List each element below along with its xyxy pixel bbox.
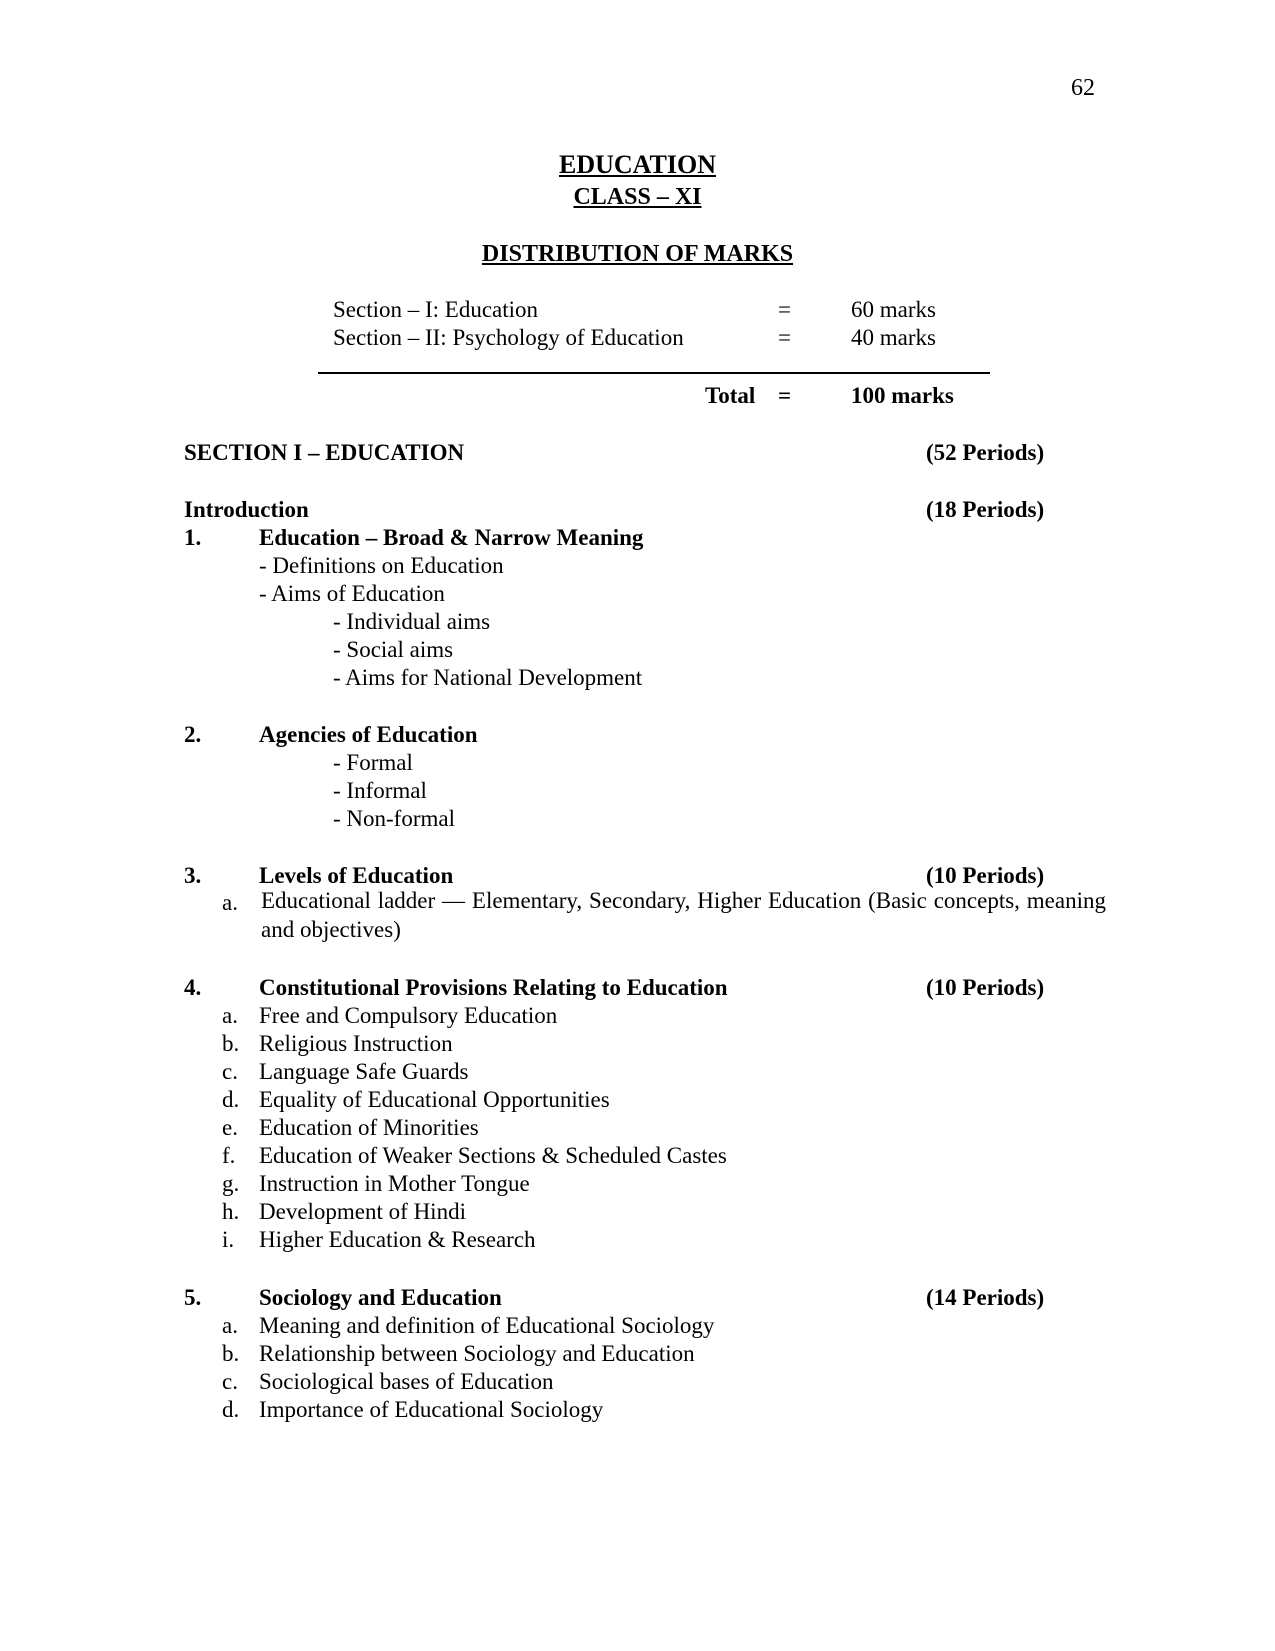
list-item: Meaning and definition of Educational Sociology	[259, 1313, 715, 1338]
topic-2-title: Agencies of Education	[259, 722, 478, 747]
distribution-section-1: Section – I: Education	[333, 297, 539, 322]
list-item: Relationship between Sociology and Education	[259, 1341, 695, 1366]
topic-1-number: 1.	[184, 525, 202, 550]
topic-5-periods: (14 Periods)	[926, 1285, 1045, 1310]
topic-4-number: 4.	[184, 975, 202, 1000]
topic-2-number: 2.	[184, 722, 202, 747]
topic-3-number: 3.	[184, 863, 202, 888]
intro-heading: Introduction	[184, 497, 309, 522]
list-letter: b.	[222, 1031, 240, 1056]
list-letter: a.	[222, 1313, 238, 1338]
list-item: Equality of Educational Opportunities	[259, 1087, 610, 1112]
list-letter: a.	[222, 890, 238, 915]
list-letter: e.	[222, 1115, 238, 1140]
list-item: - Aims of Education	[259, 581, 445, 606]
topic-5-title: Sociology and Education	[259, 1285, 502, 1310]
list-item: Religious Instruction	[259, 1031, 453, 1056]
list-item: Education of Minorities	[259, 1115, 479, 1140]
list-letter: c.	[222, 1059, 238, 1084]
topic-3-periods: (10 Periods)	[926, 863, 1045, 888]
topic-5-number: 5.	[184, 1285, 202, 1310]
list-letter: g.	[222, 1171, 240, 1196]
topic-3-title: Levels of Education	[259, 863, 454, 888]
list-letter: i.	[222, 1227, 235, 1252]
list-item: Sociological bases of Education	[259, 1369, 554, 1394]
list-letter: c.	[222, 1369, 238, 1394]
distribution-heading: DISTRIBUTION OF MARKS	[481, 241, 794, 267]
list-item: Language Safe Guards	[259, 1059, 469, 1084]
list-subitem: - Formal	[333, 750, 413, 775]
list-item: Development of Hindi	[259, 1199, 466, 1224]
section-periods: (52 Periods)	[926, 440, 1045, 465]
list-letter: h.	[222, 1199, 240, 1224]
list-item: Instruction in Mother Tongue	[259, 1171, 530, 1196]
list-letter: d.	[222, 1397, 240, 1422]
section-heading: SECTION I – EDUCATION	[184, 440, 465, 465]
list-letter: d.	[222, 1087, 240, 1112]
list-subitem: - Non-formal	[333, 806, 455, 831]
distribution-marks-1: 60 marks	[851, 297, 936, 322]
list-subitem: - Informal	[333, 778, 427, 803]
topic-4-periods: (10 Periods)	[926, 975, 1045, 1000]
list-item: Free and Compulsory Education	[259, 1003, 558, 1028]
list-subitem: - Social aims	[333, 637, 454, 662]
total-divider	[318, 372, 990, 374]
topic-4-title: Constitutional Provisions Relating to Education	[259, 975, 728, 1000]
page-title: EDUCATION	[559, 150, 716, 179]
total-marks: 100 marks	[851, 383, 954, 408]
page-number: 62	[1071, 75, 1095, 101]
list-item: Higher Education & Research	[259, 1227, 536, 1252]
list-item: - Definitions on Education	[259, 553, 504, 578]
list-letter: a.	[222, 1003, 238, 1028]
list-item: Education of Weaker Sections & Scheduled Castes	[259, 1143, 727, 1168]
distribution-section-2: Section – II: Psychology of Education	[333, 325, 684, 350]
list-subitem: - Aims for National Development	[333, 665, 643, 690]
list-item: Importance of Educational Sociology	[259, 1397, 604, 1422]
topic-1-title: Education – Broad & Narrow Meaning	[259, 525, 644, 550]
distribution-eq-2: =	[778, 325, 791, 350]
total-eq: =	[778, 383, 792, 408]
total-label: Total	[705, 383, 756, 408]
list-subitem: - Individual aims	[333, 609, 491, 634]
list-letter: f.	[222, 1143, 236, 1168]
intro-periods: (18 Periods)	[926, 497, 1045, 522]
topic-3-item-text: Educational ladder — Elementary, Secondary, Higher Education (Basic concepts, meaning and objectives)	[261, 888, 1106, 942]
page-subtitle: CLASS – XI	[573, 184, 702, 210]
distribution-marks-2: 40 marks	[851, 325, 936, 350]
list-letter: b.	[222, 1341, 240, 1366]
distribution-eq-1: =	[778, 297, 791, 322]
